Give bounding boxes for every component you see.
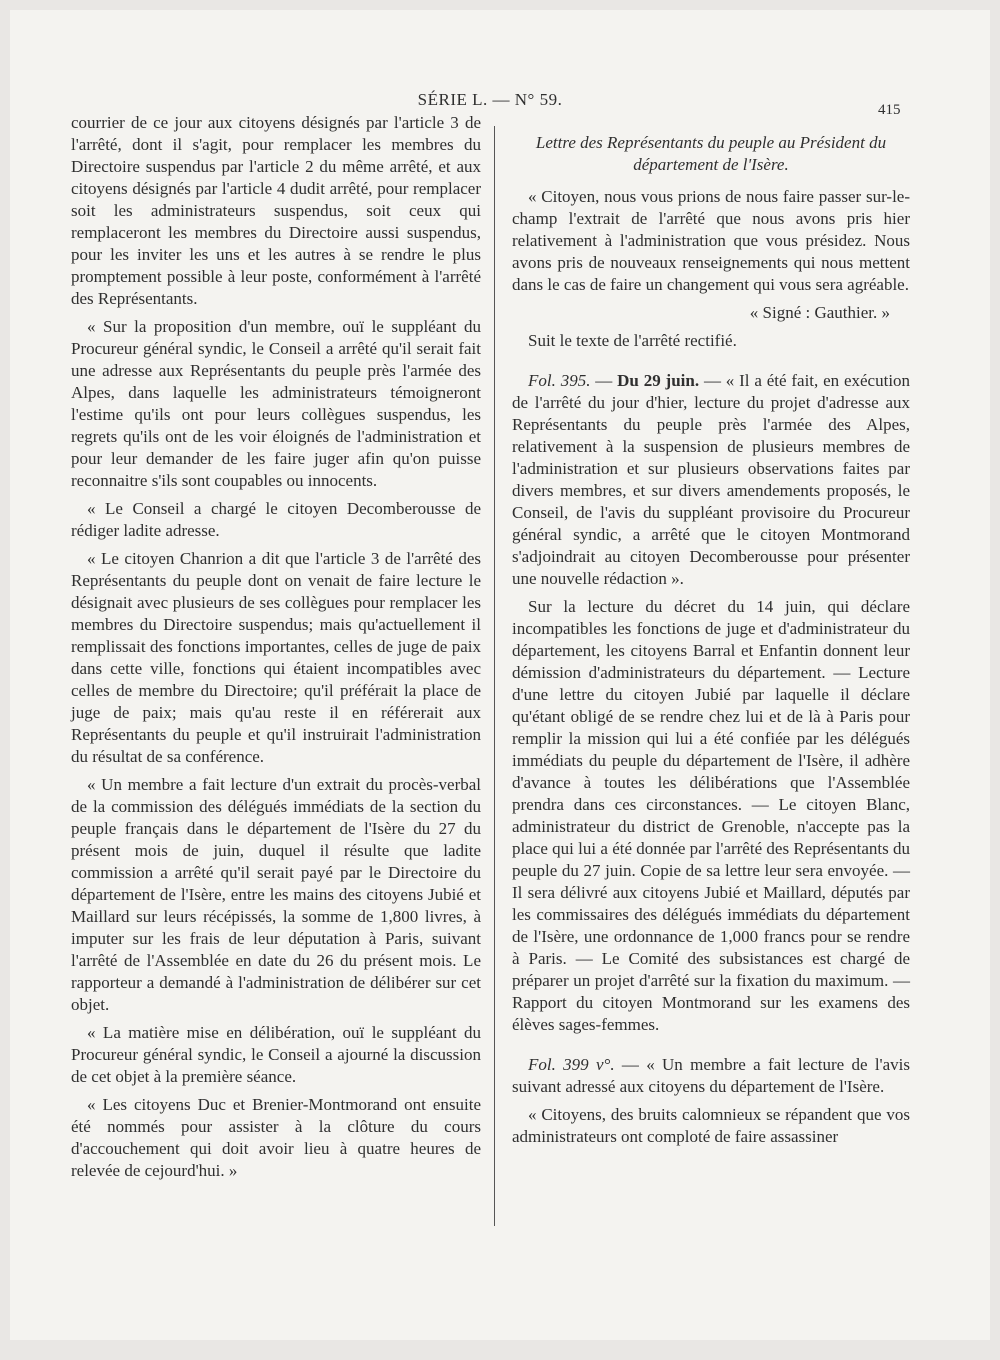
paragraph: « Le Conseil a chargé le citoyen Decomberousse de rédiger ladite adresse. [71,499,481,540]
paragraph: « Les citoyens Duc et Brenier-Montmorand ont ensuite été nommés pour assister à la clôture du cours d'accouchement qui doit avoir lieu à quatre heures de relevée de cejourd'hui. » [71,1095,481,1180]
entry-text: — « Un membre a fait lecture de l'avis suivant adressé aux citoyens du département de l'Isère. [512,1055,911,1096]
right-column [512,132,910,1154]
entry-date: Du 29 juin. [617,371,700,390]
rectified-note: Suit le texte de l'arrêté rectifié. [528,331,737,350]
running-head: SÉRIE L. — N° 59. [417,90,563,109]
left-column [71,112,481,1188]
signature: « Signé : Gauthier. » [749,303,890,322]
paragraph: « Sur la proposition d'un membre, ouï le suppléant du Procureur général syndic, le Conseil a arrêté qu'il serait fait une adresse aux Représentants du peuple près l'armée des Alpes, dans laquelle les administrateurs témoigneront l'estime qu'ils ont pour leurs collègues suspendus, les regrets qu'ils ont de les voir éloignés de l'administration et pour leur demander de les faire juger afin qu'on puisse reconnaitre s'ils sont coupables ou innocents. [71,317,481,490]
paragraph: « La matière mise en délibération, ouï le suppléant du Procureur général syndic, le Conseil a ajourné la discussion de cet objet à la première séance. [71,1023,481,1086]
page-number: 415 [878,102,901,118]
letter-heading: Lettre des Représentants du peuple au Président du département de l'Isère. [535,133,887,174]
paragraph: Sur la lecture du décret du 14 juin, qui déclare incompatibles les fonctions de juge et d'administrateur du département, les citoyens Barral et Enfantin donnent leur démission d'administrateurs du département. — Lecture d'une lettre du citoyen Jubié par laquelle il déclare qu'étant obligé de se rendre chez lui et de là à Paris pour remplir la mission qui lui a été confiée par les délégués immédiats du peuple du département de l'Isère, il adhère d'avance à toutes les délibérations que l'Assemblée prendra dans ces circonstances. — Le citoyen Blanc, administrateur du district de Grenoble, n'accepte pas la place qui lui a été donnée par l'arrêté des Représentants du peuple du 27 juin. Copie de sa lettre leur sera envoyée. — Il sera délivré aux citoyens Jubié et Maillard, députés par les commissaires des délégués immédiats du département de l'Isère, une ordonnance de 1,000 francs pour se rendre à Paris. — Le Comité des subsistances est chargé de préparer un projet d'arrêté sur la fixation du maximum. — Rapport du citoyen Montmorand sur les examens des élèves sages-femmes. [512,597,910,1034]
entry-fol-399 [512,1054,910,1098]
folio-label: Fol. 399 v°. [528,1055,615,1074]
letter-body: « Citoyen, nous vous prions de nous faire passer sur-le-champ l'extrait de l'arrêté que nous avons pris hier relativement à l'administration que vous présidez. Nous avons pris de nouveaux renseignements qui nous mettent dans le cas de faire un changement qui vous sera agréable. [512,187,910,294]
paragraph: « Un membre a fait lecture d'un extrait du procès-verbal de la commission des délégués immédiats de la section du peuple français dans le département de l'Isère du 27 du présent mois de juin, duquel il résulte que ladite commission a arrêté qu'il serait payé par le Directoire du département de l'Isère, entre les mains des citoyens Jubié et Maillard sur leurs récépissés, la somme de 1,800 livres, à imputer sur les frais de leur députation à Paris, suivant l'arrêté de l'Assemblée en date du 26 du présent mois. Le rapporteur a demandé à l'administration de délibérer sur cet objet. [71,775,481,1014]
folio-label: Fol. 395. [528,371,591,390]
column-divider [494,126,495,1226]
paragraph: « Citoyens, des bruits calomnieux se répandent que vos administrateurs ont comploté de faire assassiner [512,1105,910,1146]
paragraph: courrier de ce jour aux citoyens désignés par l'article 3 de l'arrêté, dont il s'agit, pour remplacer les membres du Directoire suspendus par l'article 2 du même arrêté, et aux citoyens désignés par l'article 4 dudit arrêté, pour remplacer soit les administrateurs suspendus, soit ceux qui remplaceront les membres du Directoire aussi suspendus, pour les inviter les uns et les autres à se rendre le plus promptement possible à leur poste, conformément à l'arrêté des Représentants. [71,113,481,308]
document-page [10,10,990,1340]
paragraph: « Le citoyen Chanrion a dit que l'article 3 de l'arrêté des Représentants du peuple dont on venait de faire lecture le désignait avec plusieurs de ses collègues pour remplacer les membres du Directoire suspendus; mais qu'actuellement il remplissait des fonctions importantes, celles de juge de paix dans cette ville, fonctions qui étaient incompatibles avec celles de membre du Directoire; qu'il préférait la place de juge de paix; mais qu'au reste il en référerait aux Représentants du peuple et qu'il instruirait l'administration du résultat de sa conférence. [71,549,481,766]
entry-text: « Il a été fait, en exécution de l'arrêté du jour d'hier, lecture du projet d'adresse aux Représentants du peuple près l'armée des Alpes, relativement à la suspension de plusieurs membres de l'administration et sur plusieurs observations faites par divers membres, et sur divers amendements proposés, le Conseil, de l'avis du suppléant provisoire du Procureur général syndic, a arrêté que le citoyen Montmorand s'adjoindrait au citoyen Decomberousse pour présenter une nouvelle rédaction ». [512,371,911,588]
entry-fol-395: Fol. 395. — Du 29 juin. — « Il a été fait, en exécution de l'arrêté du jour d'hier, lecture du projet d'adresse aux Représentants du peuple près l'armée des Alpes, relativement à la suspension de plusieurs membres de l'administration et sur plusieurs observations faites par divers membres, et sur divers amendements proposés, le Conseil, de l'avis du suppléant provisoire du Procureur général syndic, a arrêté que le citoyen Montmorand s'adjoindrait au citoyen Decomberousse pour présenter une nouvelle rédaction ». [512,371,911,588]
